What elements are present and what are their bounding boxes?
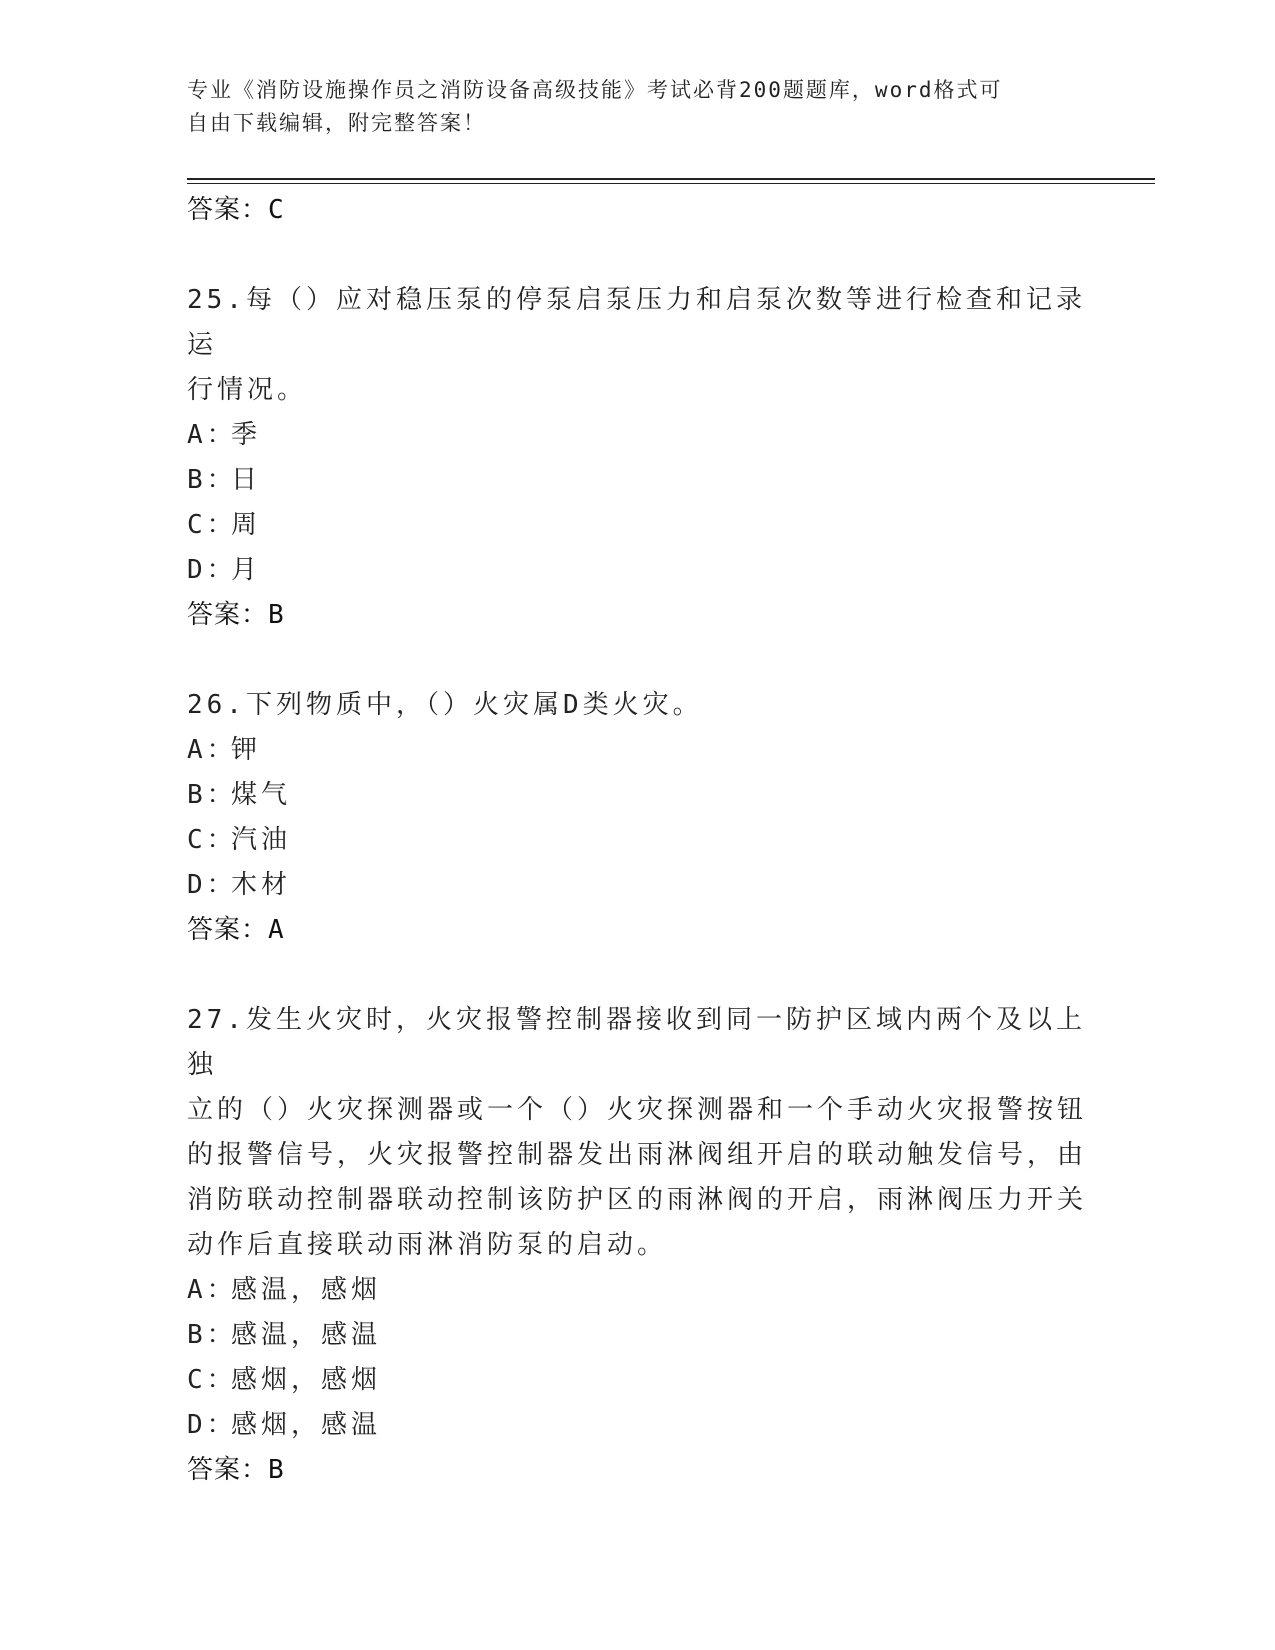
option-a: [187, 728, 1087, 773]
option-text: 煤气: [231, 780, 292, 810]
option-d: [187, 1403, 1087, 1448]
option-b: [187, 773, 1087, 818]
option-d: [187, 548, 1087, 593]
option-letter: B：: [187, 1320, 237, 1350]
option-text: 月: [231, 555, 262, 585]
question-stem-line: 26.下列物质中，（）火灾属D类火灾。: [187, 690, 703, 720]
question-block: [187, 998, 1087, 1492]
question-stem-line: 立的（）火灾探测器或一个（）火灾探测器和一个手动火灾报警按钮: [187, 1095, 1088, 1125]
header-title-line-1: 专业《消防设施操作员之消防设备高级技能》考试必背200题题库，word格式可: [187, 78, 1003, 102]
option-d: [187, 863, 1087, 908]
document-header: [187, 74, 1087, 140]
answer-line: [187, 908, 1087, 952]
question-stem-line: 27.发生火灾时，火灾报警控制器接收到同一防护区域内两个及以上独: [187, 1005, 1086, 1080]
option-b: [187, 458, 1087, 503]
option-c: [187, 1358, 1087, 1403]
question-stem-line: 的报警信号，火灾报警控制器发出雨淋阀组开启的联动触发信号，由: [187, 1140, 1088, 1170]
answer-value: B: [268, 1455, 285, 1485]
option-letter: C：: [187, 510, 237, 540]
option-text: 感烟，感温: [231, 1410, 382, 1440]
answer-label: 答案：: [187, 915, 269, 945]
question-stem: [187, 683, 1087, 728]
answer-label: 答案：: [187, 600, 269, 630]
answer-value: B: [268, 600, 285, 630]
option-text: 周: [231, 510, 262, 540]
answer-value: C: [268, 195, 285, 225]
header-title-line-2: 自由下载编辑，附完整答案！: [187, 111, 486, 135]
option-letter: A：: [187, 1275, 237, 1305]
question-stem: [187, 998, 1087, 1268]
option-letter: C：: [187, 825, 237, 855]
option-letter: D：: [187, 870, 237, 900]
option-letter: D：: [187, 1410, 237, 1440]
answer-line: [187, 188, 1087, 232]
answer-label: 答案：: [187, 1455, 269, 1485]
question-stem-line: 动作后直接联动雨淋消防泵的启动。: [187, 1230, 668, 1260]
option-c: [187, 503, 1087, 548]
option-text: 季: [231, 420, 262, 450]
option-a: [187, 413, 1087, 458]
option-text: 感温，感温: [231, 1320, 382, 1350]
option-text: 感温，感烟: [231, 1275, 382, 1305]
option-text: 汽油: [231, 825, 292, 855]
question-stem-line: 25.每（）应对稳压泵的停泵启泵压力和启泵次数等进行检查和记录运: [187, 285, 1086, 360]
option-text: 钾: [231, 735, 262, 765]
question-stem-line: 行情况。: [187, 375, 308, 405]
question-stem: [187, 278, 1087, 413]
option-letter: C：: [187, 1365, 237, 1395]
option-letter: D：: [187, 555, 237, 585]
option-letter: B：: [187, 465, 237, 495]
header-rule-thin: [187, 183, 1155, 184]
header-rule-thick: [187, 178, 1155, 180]
option-letter: B：: [187, 780, 237, 810]
question-block: [187, 683, 1087, 952]
option-letter: A：: [187, 735, 237, 765]
question-block: [187, 278, 1087, 637]
answer-line: [187, 593, 1087, 637]
option-text: 感烟，感烟: [231, 1365, 382, 1395]
answer-value: A: [268, 915, 285, 945]
option-c: [187, 818, 1087, 863]
option-b: [187, 1313, 1087, 1358]
option-letter: A：: [187, 420, 237, 450]
option-text: 日: [231, 465, 262, 495]
answer-label: 答案：: [187, 195, 269, 225]
answer-line: [187, 1448, 1087, 1492]
option-text: 木材: [231, 870, 292, 900]
question-stem-line: 消防联动控制器联动控制该防护区的雨淋阀的开启，雨淋阀压力开关: [187, 1185, 1088, 1215]
option-a: [187, 1268, 1087, 1313]
question-list: [187, 188, 1087, 1492]
